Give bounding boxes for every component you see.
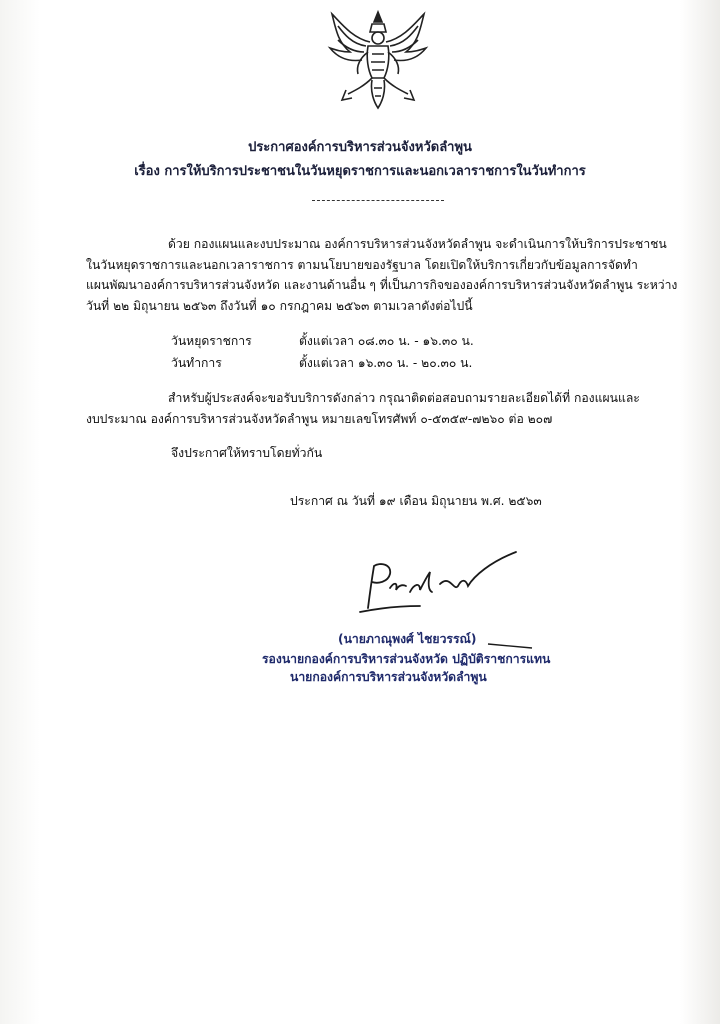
paragraph-line: สำหรับผู้ประสงค์จะขอรับบริการดังกล่าว กรุณาติดต่อสอบถามรายละเอียดได้ที่ กองแผนและ — [168, 391, 640, 405]
signatory-title: รองนายกองค์การบริหารส่วนจังหวัด ปฏิบัติราชการแทน — [262, 652, 551, 666]
paragraph-line: ด้วย กองแผนและงบประมาณ องค์การบริหารส่วนจังหวัดลำพูน จะดำเนินการให้บริการประชาชน — [168, 237, 667, 251]
schedule-row-workday — [171, 354, 472, 373]
paragraph-line: วันที่ ๒๒ มิถุนายน ๒๕๖๓ ถึงวันที่ ๑๐ กรกฎาคม ๒๕๖๓ ตามเวลาดังต่อไปนี้ — [86, 298, 473, 313]
schedule-label: วันทำการ — [171, 356, 222, 370]
schedule-time: ตั้งแต่เวลา ๐๘.๓๐ น. - ๑๖.๓๐ น. — [299, 334, 474, 348]
closing-statement: จึงประกาศให้ทราบโดยทั่วกัน — [171, 446, 323, 460]
title-divider — [312, 200, 444, 201]
announcement-subject: เรื่อง การให้บริการประชาชนในวันหยุดราชการและนอกเวลาราชการในวันทำการ — [134, 164, 586, 179]
schedule-time: ตั้งแต่เวลา ๑๖.๓๐ น. - ๒๐.๓๐ น. — [299, 356, 473, 370]
paragraph-line: งบประมาณ องค์การบริหารส่วนจังหวัดลำพูน หมายเลขโทรศัพท์ ๐-๕๓๕๙-๗๒๖๐ ต่อ ๒๐๗ — [86, 411, 553, 426]
contact-paragraph — [86, 388, 682, 429]
schedule-label: วันหยุดราชการ — [171, 334, 252, 348]
intro-paragraph — [86, 234, 682, 316]
paragraph-line: ในวันหยุดราชการและนอกเวลาราชการ ตามนโยบายของรัฐบาล โดยเปิดให้บริการเกี่ยวกับข้อมูลการจัดทำ — [86, 257, 638, 272]
handwritten-signature — [340, 548, 530, 628]
schedule-row-holiday — [171, 332, 474, 351]
signatory-name: (นายภาณุพงศ์ ไชยวรรณ์) — [338, 632, 477, 646]
announcement-title: ประกาศองค์การบริหารส่วนจังหวัดลำพูน — [248, 140, 472, 155]
pen-mark — [486, 640, 534, 650]
garuda-emblem-icon — [322, 8, 434, 112]
announcement-date: ประกาศ ณ วันที่ ๑๙ เดือน มิถุนายน พ.ศ. ๒๕๖๓ — [290, 494, 542, 508]
paragraph-line: แผนพัฒนาองค์การบริหารส่วนจังหวัด และงานด้านอื่น ๆ ที่เป็นภารกิจขององค์การบริหารส่วนจังหวัดลำพูน ระหว่าง — [86, 278, 678, 292]
signatory-title-secondary: นายกองค์การบริหารส่วนจังหวัดลำพูน — [290, 670, 487, 684]
